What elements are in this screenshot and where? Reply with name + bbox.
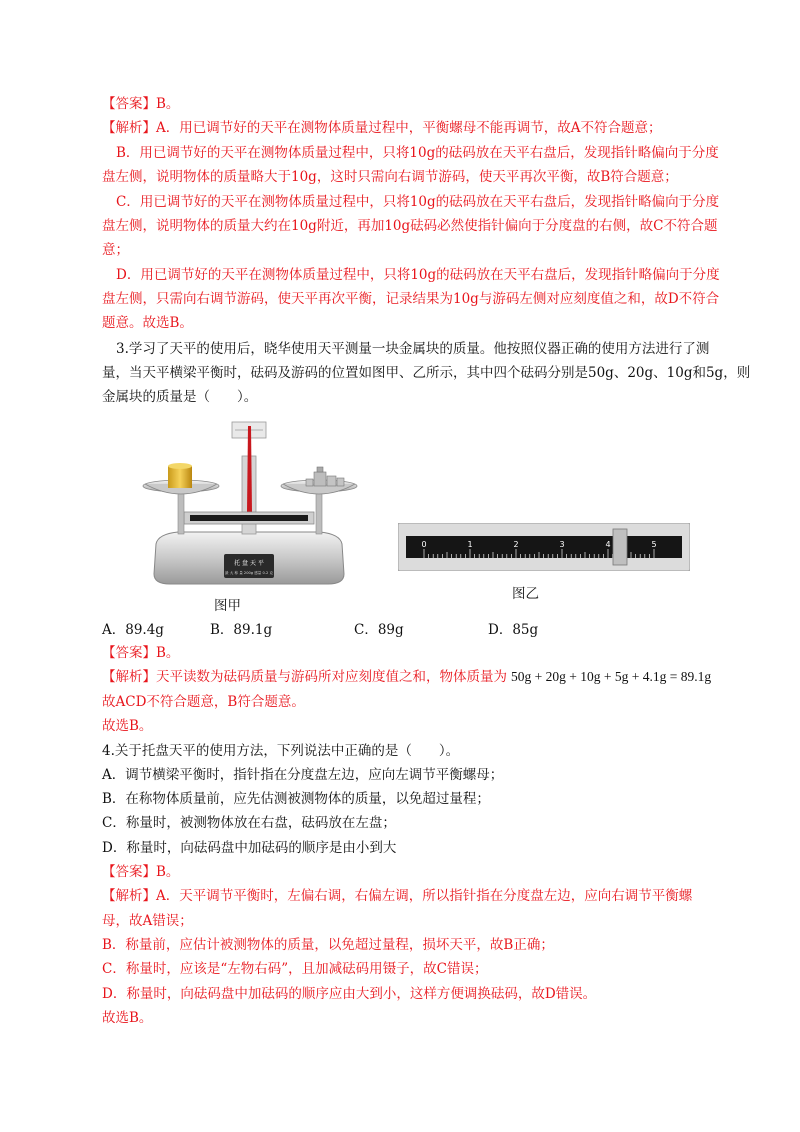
q3-option-d: D．85g xyxy=(488,622,539,638)
rider-ruler-figure xyxy=(398,523,690,571)
q2-answer: 【答案】B。 xyxy=(102,96,180,112)
q4-analysis-b: B．称量前，应估计被测物体的质量，以免超过量程，损坏天平，故B正确； xyxy=(102,937,554,953)
mass-formula: 50g + 20g + 10g + 5g + 4.1g = 89.1g xyxy=(511,669,712,684)
q3-stem-2: 量，当天平横梁平衡时，砝码及游码的位置如图甲、乙所示，其中四个砝码分别是50g、20g、10g和5g，则 xyxy=(102,365,751,381)
ruler-tick-label: 2 xyxy=(513,540,519,549)
q4-option-b: B．在称物体质量前，应先估测被测物体的质量，以免超过量程； xyxy=(102,791,490,807)
q3-analysis-3: 故选B。 xyxy=(102,718,153,734)
figure-a-caption: 图甲 xyxy=(214,598,241,614)
metal-block xyxy=(168,466,192,488)
ruler-tick-label: 5 xyxy=(651,540,657,549)
q4-stem: 4.关于托盘天平的使用方法，下列说法中正确的是（ ）。 xyxy=(102,743,460,759)
ruler-tick-label: 3 xyxy=(559,540,565,549)
q4-final: 故选B。 xyxy=(102,1010,153,1026)
ruler-tick-label: 1 xyxy=(467,540,473,549)
rider-slider xyxy=(613,529,627,565)
q4-analysis-c: C．称量时，应该是“左物右码”，且加减砝码用镊子，故C错误； xyxy=(102,961,488,977)
balance-figure xyxy=(138,416,360,594)
q3-stem-1: 3.学习了天平的使用后，晓华使用天平测量一块金属块的质量。他按照仪器正确的使用方法进行了测 xyxy=(116,341,710,357)
analysis-tag: 【解析】 xyxy=(102,120,156,136)
q4-answer: 【答案】B。 xyxy=(102,864,180,880)
analysis-tag: 【解析】 xyxy=(102,669,156,685)
q2-analysis-b1: B．用已调节好的天平在测物体质量过程中，只将10g的砝码放在天平右盘后，发现指针略偏向于分度 xyxy=(116,145,719,161)
balance-label-bottom: 最 大 称 量 200g 感量 0.2 克 xyxy=(224,571,274,575)
analysis-tag: 【解析】 xyxy=(102,888,156,904)
q4-option-c: C．称量时，被测物体放在右盘，砝码放在左盘； xyxy=(102,815,396,831)
q2-analysis-b2: 盘左侧，说明物体的质量略大于10g，这时只需向右调节游码，使天平再次平衡，故B符合题意； xyxy=(102,169,678,185)
balance-pointer xyxy=(247,426,252,512)
q3-analysis-1: 【解析】天平读数为砝码质量与游码所对应刻度值之和，物体质量为 50g + 20g + 10g + 5g + 4.1g = 89.1g xyxy=(102,669,712,685)
q2-analysis-a: 【解析】A．用已调节好的天平在测物体质量过程中，平衡螺母不能再调节，故A不符合题意； xyxy=(102,120,662,136)
figure-b-caption: 图乙 xyxy=(512,586,539,602)
answer-tag: 【答案】 xyxy=(102,645,156,661)
q3-answer: 【答案】B。 xyxy=(102,645,180,661)
q2-analysis-d2: 盘左侧，只需向右调节游码，使天平再次平衡，记录结果为10g与游码左侧对应刻度值之和，故D不符合 xyxy=(102,291,720,307)
q2-analysis-c3: 意； xyxy=(102,242,129,258)
q4-analysis-d: D．称量时，向砝码盘中加砝码的顺序应由大到小，这样方便调换砝码，故D错误。 xyxy=(102,986,597,1002)
q3-stem-3: 金属块的质量是（ ）。 xyxy=(102,389,258,405)
q3-option-b: B．89.1g xyxy=(210,622,273,638)
weight-10g xyxy=(337,478,344,486)
q4-analysis-a1: 【解析】A．天平调节平衡时，左偏右调，右偏左调，所以指针指在分度盘左边，应向右调节平衡螺 xyxy=(102,888,693,904)
q3-options xyxy=(102,618,702,638)
q4-option-d: D．称量时，向砝码盘中加砝码的顺序是由小到大 xyxy=(102,840,397,856)
q4-analysis-a2: 母，故A错误； xyxy=(102,913,193,929)
q2-analysis-c2: 盘左侧，说明物体的质量大约在10g附近，再加10g砝码必然使指针偏向于分度盘的右侧，故C不符合题 xyxy=(102,218,718,234)
q2-analysis-d3: 题意。故选B。 xyxy=(102,315,193,331)
balance-label-top: 托 盘 天 平 xyxy=(234,560,264,567)
q3-option-a: A．89.4g xyxy=(102,622,164,638)
ruler-tick-label: 0 xyxy=(421,540,427,549)
weight-50g xyxy=(314,472,326,486)
answer-tag: 【答案】 xyxy=(102,864,156,880)
q3-analysis-2: 故ACD不符合题意，B符合题意。 xyxy=(102,694,305,710)
q2-analysis-d1: D．用已调节好的天平在测物体质量过程中，只将10g的砝码放在天平右盘后，发现指针略偏向于分度 xyxy=(116,267,720,283)
q2-analysis-c1: C．用已调节好的天平在测物体质量过程中，只将10g的砝码放在天平右盘后，发现指针略偏向于分度 xyxy=(116,194,720,210)
q4-option-a: A．调节横梁平衡时，指针指在分度盘左边，应向左调节平衡螺母； xyxy=(102,767,504,783)
ruler-tick-label: 4 xyxy=(605,540,611,549)
weight-20g xyxy=(327,476,336,486)
q3-option-c: C．89g xyxy=(354,622,404,638)
weight-5g xyxy=(306,479,313,486)
answer-tag: 【答案】 xyxy=(102,96,156,112)
